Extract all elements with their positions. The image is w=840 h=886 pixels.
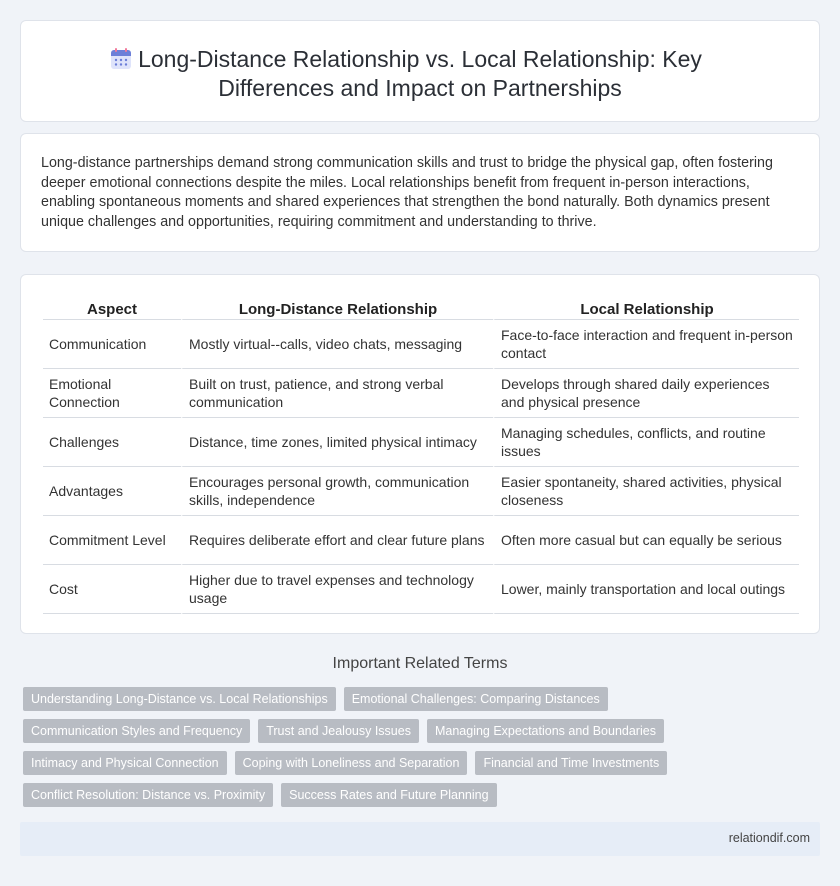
cell-long-distance: Distance, time zones, limited physical intimacy — [181, 418, 493, 467]
related-terms-list — [23, 687, 813, 815]
cell-long-distance: Higher due to travel expenses and technology usage — [181, 565, 493, 614]
cell-aspect: Emotional Connection — [43, 369, 181, 418]
cell-local: Managing schedules, conflicts, and routine issues — [493, 418, 799, 467]
cell-aspect: Advantages — [43, 467, 181, 516]
related-term-tag[interactable]: Communication Styles and Frequency — [23, 719, 250, 743]
table-row — [43, 320, 799, 369]
cell-local: Easier spontaneity, shared activities, physical closeness — [493, 467, 799, 516]
related-term-tag[interactable]: Understanding Long-Distance vs. Local Relationships — [23, 687, 336, 711]
related-term-tag[interactable]: Emotional Challenges: Comparing Distances — [344, 687, 608, 711]
cell-long-distance: Requires deliberate effort and clear future plans — [181, 516, 493, 565]
cell-long-distance: Encourages personal growth, communication skills, independence — [181, 467, 493, 516]
table-row — [43, 369, 799, 418]
related-term-tag[interactable]: Managing Expectations and Boundaries — [427, 719, 664, 743]
comparison-table-card — [20, 274, 820, 634]
table-row — [43, 418, 799, 467]
title-wrap — [21, 45, 819, 103]
table-header-row — [43, 295, 799, 320]
cell-aspect: Communication — [43, 320, 181, 369]
table-row — [43, 565, 799, 614]
related-term-tag[interactable]: Trust and Jealousy Issues — [258, 719, 419, 743]
related-term-tag[interactable]: Intimacy and Physical Connection — [23, 751, 227, 775]
header-aspect: Aspect — [43, 295, 181, 320]
header-local: Local Relationship — [493, 295, 799, 320]
footer — [20, 822, 820, 856]
page-title: Long-Distance Relationship vs. Local Relationship: Key Differences and Impact on Partnerships — [138, 46, 702, 101]
comparison-table — [43, 295, 799, 614]
cell-long-distance: Built on trust, patience, and strong verbal communication — [181, 369, 493, 418]
cell-aspect: Cost — [43, 565, 181, 614]
cell-long-distance: Mostly virtual--calls, video chats, messaging — [181, 320, 493, 369]
related-term-tag[interactable]: Financial and Time Investments — [475, 751, 667, 775]
table-row — [43, 516, 799, 565]
cell-aspect: Challenges — [43, 418, 181, 467]
header-card — [20, 20, 820, 122]
intro-card — [20, 133, 820, 252]
table-row — [43, 467, 799, 516]
cell-local: Develops through shared daily experiences and physical presence — [493, 369, 799, 418]
related-terms-title: Important Related Terms — [332, 655, 508, 672]
header-long-distance: Long-Distance Relationship — [181, 295, 493, 320]
footer-site-link[interactable]: relationdif.com — [728, 831, 810, 845]
cell-local: Often more casual but can equally be serious — [493, 516, 799, 565]
related-term-tag[interactable]: Coping with Loneliness and Separation — [235, 751, 468, 775]
cell-local: Lower, mainly transportation and local outings — [493, 565, 799, 614]
intro-paragraph: Long-distance partnerships demand strong communication skills and trust to bridge the physical gap, often fostering deeper emotional connections despite the miles. Local relationships benefit from frequent in-person interactions, enabling spontaneous moments and shared experiences that strengthen the bond naturally. Both dynamics present unique challenges and opportunities, requiring commitment and understanding to thrive. — [41, 155, 773, 230]
cell-aspect: Commitment Level — [43, 516, 181, 565]
cell-local: Face-to-face interaction and frequent in-person contact — [493, 320, 799, 369]
related-term-tag[interactable]: Conflict Resolution: Distance vs. Proximity — [23, 783, 273, 807]
related-term-tag[interactable]: Success Rates and Future Planning — [281, 783, 496, 807]
